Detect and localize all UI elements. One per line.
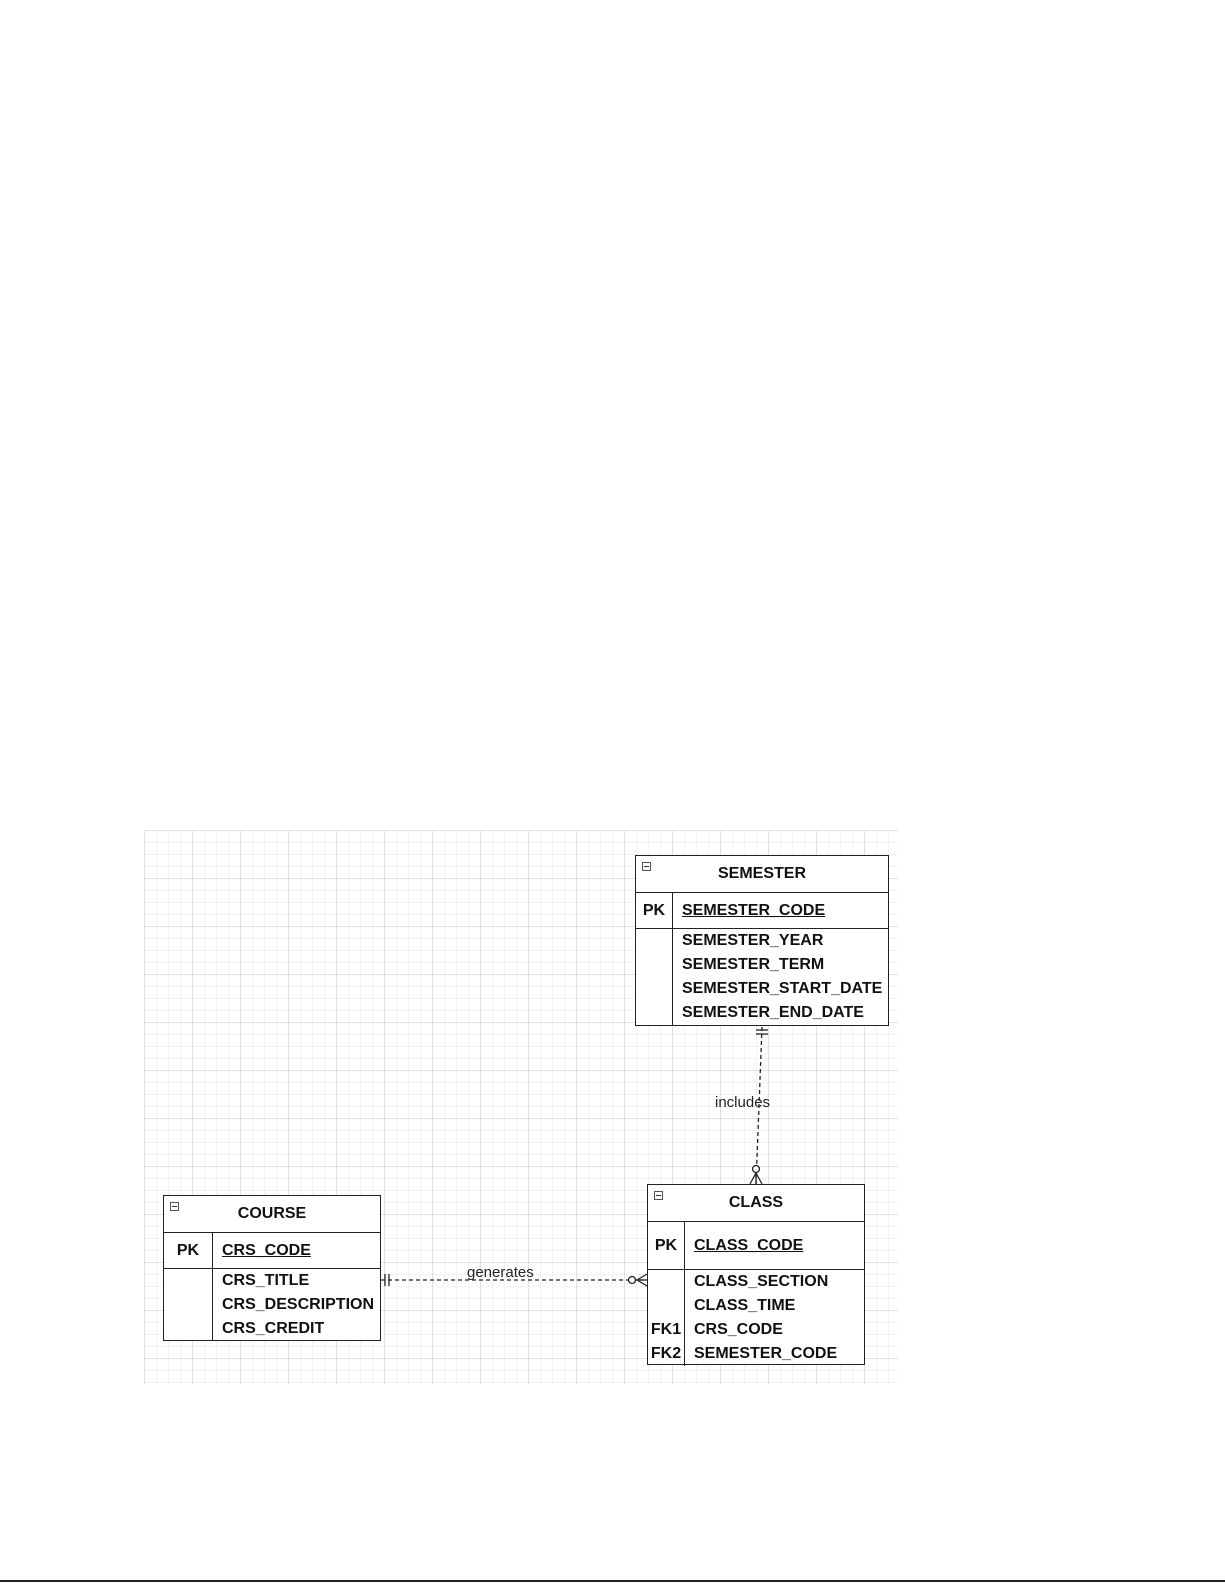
attribute: SEMESTER_START_DATE (682, 980, 883, 997)
attribute: CLASS_SECTION (694, 1273, 829, 1290)
attribute-column (213, 1269, 374, 1341)
entity-class[interactable] (647, 1184, 865, 1365)
key-column (648, 1270, 685, 1366)
pk-section (648, 1222, 864, 1270)
relationship-label-includes: includes (715, 1094, 771, 1111)
attribute: CLASS_TIME (694, 1297, 796, 1314)
entity-title: SEMESTER (717, 865, 806, 882)
entity-title: CLASS (728, 1194, 784, 1211)
fk-label: FK2 (650, 1345, 682, 1362)
entity-semester[interactable] (635, 855, 889, 1026)
attribute: CRS_CODE (694, 1321, 783, 1338)
collapse-icon[interactable] (642, 862, 651, 871)
attribute: SEMESTER_TERM (682, 956, 825, 973)
attribute: CRS_TITLE (222, 1272, 310, 1289)
pk-attribute: SEMESTER_CODE (682, 901, 826, 919)
pk-attribute-column (685, 1222, 803, 1269)
attribute-section (636, 929, 888, 1025)
attribute-section (164, 1269, 380, 1341)
entity-header (636, 856, 888, 893)
collapse-icon[interactable] (170, 1202, 179, 1211)
entity-title: COURSE (237, 1205, 307, 1222)
pk-attribute-column (213, 1233, 311, 1268)
attribute: SEMESTER_END_DATE (682, 1004, 864, 1021)
entity-course[interactable] (163, 1195, 381, 1341)
attribute: CRS_CREDIT (222, 1320, 325, 1337)
pk-label: PK (176, 1241, 200, 1259)
entity-header (648, 1185, 864, 1222)
pk-section (164, 1233, 380, 1269)
pk-label: PK (642, 901, 666, 919)
key-column (164, 1269, 213, 1341)
pk-section (636, 893, 888, 929)
key-column (636, 893, 673, 928)
pk-attribute: CLASS_CODE (694, 1236, 804, 1254)
key-column (648, 1222, 685, 1269)
fk-label: FK1 (650, 1321, 682, 1338)
pk-label: PK (654, 1236, 678, 1254)
pk-attribute: CRS_CODE (222, 1241, 311, 1259)
key-column (164, 1233, 213, 1268)
attribute-column (685, 1270, 837, 1366)
attribute-section (648, 1270, 864, 1366)
pk-attribute-column (673, 893, 825, 928)
attribute: SEMESTER_YEAR (682, 932, 824, 949)
collapse-icon[interactable] (654, 1191, 663, 1200)
entity-header (164, 1196, 380, 1233)
attribute-column (673, 929, 882, 1025)
attribute: SEMESTER_CODE (694, 1345, 838, 1362)
relationship-label-generates: generates (467, 1264, 534, 1281)
key-column (636, 929, 673, 1025)
page-bottom-rule (0, 1580, 1225, 1582)
attribute: CRS_DESCRIPTION (222, 1296, 375, 1313)
